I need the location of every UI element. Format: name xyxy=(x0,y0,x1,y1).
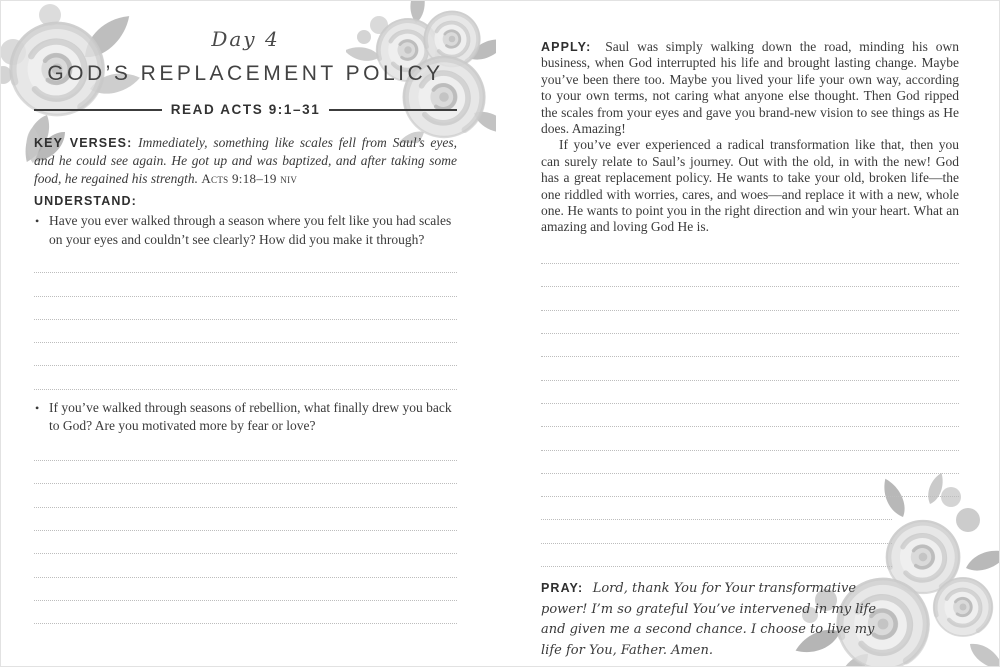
page-left xyxy=(34,1,457,666)
heading-rule-left xyxy=(34,109,162,111)
read-heading-row xyxy=(34,102,457,117)
understand-question-1: • Have you ever walked through a season where you felt like you had scales on your eyes and couldn’t see clearly? How did you make it through? xyxy=(34,212,457,249)
understand-question-2: • If you’ve walked through seasons of rebellion, what finally drew you back to God? Are you motivated more by fear or love? xyxy=(34,399,457,436)
writing-line xyxy=(34,273,457,296)
read-heading: READ ACTS 9:1–31 xyxy=(170,102,321,117)
writing-line xyxy=(34,250,457,273)
writing-line xyxy=(541,241,959,264)
pray-paragraph xyxy=(541,578,879,660)
writing-line xyxy=(34,554,457,577)
writing-lines-group-2 xyxy=(34,438,457,624)
key-verses-reference: Acts 9:18–19 niv xyxy=(201,171,298,186)
understand-label: UNDERSTAND: xyxy=(34,194,137,208)
heading-rule-right xyxy=(329,109,457,111)
understand-question-1-list xyxy=(34,212,457,249)
apply-paragraph-1 xyxy=(541,39,959,137)
apply-paragraph-1-text: Saul was simply walking down the road, minding his own business, when God interrupted his life and brought lasting change. Maybe you’ve been there too. Maybe you lived your life your own way, according to your own terms, not caring what anyone else thought. Then God ripped the scales from your eyes and gave you brand-new vision to see things as He does. Amazing! xyxy=(541,39,960,137)
writing-line xyxy=(34,297,457,320)
writing-line xyxy=(541,404,959,427)
understand-question-2-list xyxy=(34,399,457,436)
writing-line xyxy=(541,474,959,497)
writing-line xyxy=(541,497,892,520)
key-verses-label: KEY VERSES: xyxy=(34,136,133,150)
writing-line xyxy=(541,381,959,404)
writing-line xyxy=(34,461,457,484)
page-title: GOD’S REPLACEMENT POLICY xyxy=(47,62,444,85)
day-label: Day 4 xyxy=(211,27,280,51)
writing-line xyxy=(34,438,457,461)
writing-line xyxy=(541,311,959,334)
writing-line xyxy=(541,264,959,287)
writing-line xyxy=(541,357,959,380)
writing-line xyxy=(34,366,457,389)
page-right xyxy=(541,1,959,666)
writing-line xyxy=(34,343,457,366)
writing-line xyxy=(34,320,457,343)
writing-line xyxy=(541,287,959,310)
apply-paragraph-2: If you’ve ever experienced a radical transformation like that, then you can surely relate to Saul’s journey. Out with the old, in with the new! God has a great replacement policy. He wants to take your old, broken life—the one riddled with worries, cares, and woes—and replace it with a new, whole one. He wants to point you in the right direction and win your heart. What an amazing and loving God He is. xyxy=(541,137,959,235)
writing-line xyxy=(541,334,959,357)
writing-line xyxy=(34,601,457,624)
key-verses-text: Immediately, something like scales fell from Saul’s eyes, and he could see again. He got up and was baptized, and after taking some food, he regained his strength. xyxy=(34,135,457,186)
writing-line xyxy=(541,544,892,567)
apply-label: APPLY: xyxy=(541,40,592,54)
writing-lines-group-1 xyxy=(34,250,457,390)
writing-line xyxy=(34,484,457,507)
writing-line xyxy=(34,578,457,601)
writing-line xyxy=(34,531,457,554)
writing-line xyxy=(34,508,457,531)
pray-label: PRAY: xyxy=(541,581,584,596)
pray-text: Lord, thank You for Your transformative power! I’m so grateful You’ve intervened in my life and given me a second chance. I choose to live my life for You, Father. Amen. xyxy=(541,581,877,658)
key-verses-paragraph xyxy=(34,134,457,188)
writing-line xyxy=(541,451,959,474)
writing-lines-group-apply xyxy=(541,241,959,567)
writing-line xyxy=(541,427,959,450)
writing-line xyxy=(541,520,892,543)
